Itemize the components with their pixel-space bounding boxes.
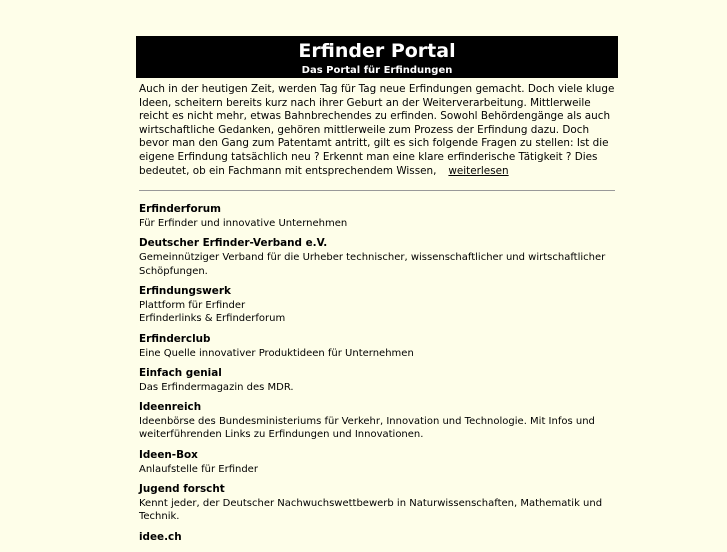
entry-link[interactable]: Ideenreich [139, 401, 202, 414]
entry-link[interactable]: Erfindungswerk [139, 285, 231, 298]
entry-link[interactable]: Jugend forscht [139, 483, 225, 496]
read-more-link[interactable]: weiterlesen [448, 164, 509, 177]
entry-description: Das Erfindermagazin des MDR. [139, 381, 294, 393]
list-item [139, 401, 615, 442]
entry-description: Gemeinnütziger Verband für die Urheber technischer, wissenschaftlicher und wirtschaftlicher Schöpfungen. [139, 251, 606, 277]
site-header [136, 36, 618, 78]
entry-description: Eine Quelle innovativer Produktideen für Unternehmen [139, 347, 414, 359]
entry-link[interactable]: Einfach genial [139, 367, 222, 380]
entry-description: Anlaufstelle für Erfinder [139, 463, 258, 475]
list-item [139, 367, 615, 394]
link-list [136, 191, 618, 544]
entry-link[interactable]: Deutscher Erfinder-Verband e.V. [139, 237, 328, 250]
list-item [139, 203, 615, 230]
entry-link[interactable]: Erfinderclub [139, 332, 211, 345]
entry-link[interactable]: Ideen-Box [139, 449, 198, 462]
entry-description: Kennt jeder, der Deutscher Nachwuchswettbewerb in Naturwissenschaften, Mathematik und Technik. [139, 497, 603, 523]
entry-description: Ideenbörse des Bundesministeriums für Verkehr, Innovation und Technologie. Mit Infos und weiterführenden Links zu Erfindungen und Innovationen. [139, 415, 595, 441]
intro-paragraph [136, 78, 618, 178]
site-title: Erfinder Portal [298, 40, 456, 62]
list-item [139, 333, 615, 360]
entry-link[interactable]: idee.ch [139, 531, 182, 544]
list-item [139, 531, 615, 545]
page-container [136, 36, 618, 552]
list-item [139, 449, 615, 476]
entry-description: Plattform für Erfinder Erfinderlinks & Erfinderforum [139, 299, 286, 325]
entry-description: Für Erfinder und innovative Unternehmen [139, 217, 348, 229]
entry-link[interactable]: Erfinderforum [139, 203, 221, 216]
site-subtitle: Das Portal für Erfindungen [301, 65, 453, 76]
list-item [139, 285, 615, 326]
list-item [139, 237, 615, 278]
intro-text: Auch in der heutigen Zeit, werden Tag für Tag neue Erfindungen gemacht. Doch viele kluge Ideen, scheitern bereits kurz nach ihrer Geburt an der Weiterverarbeitung. Mittlerweile reicht es nicht mehr, etwas Bahnbrechendes zu erfinden. Sowohl Behördengänge als auch wirtschaftliche Gedanken, gehören mittlerweile zum Prozess der Erfindung dazu. Doch bevor man den Gang zum Patentamt antritt, gilt es sich folgende Fragen zu stellen: Ist die eigene Erfindung tatsächlich neu ? Erkennt man eine klare erfinderische Tätigkeit ? Dies bedeutet, ob ein Fachmann mit entsprechendem Wissen, [139, 83, 615, 177]
list-item [139, 483, 615, 524]
